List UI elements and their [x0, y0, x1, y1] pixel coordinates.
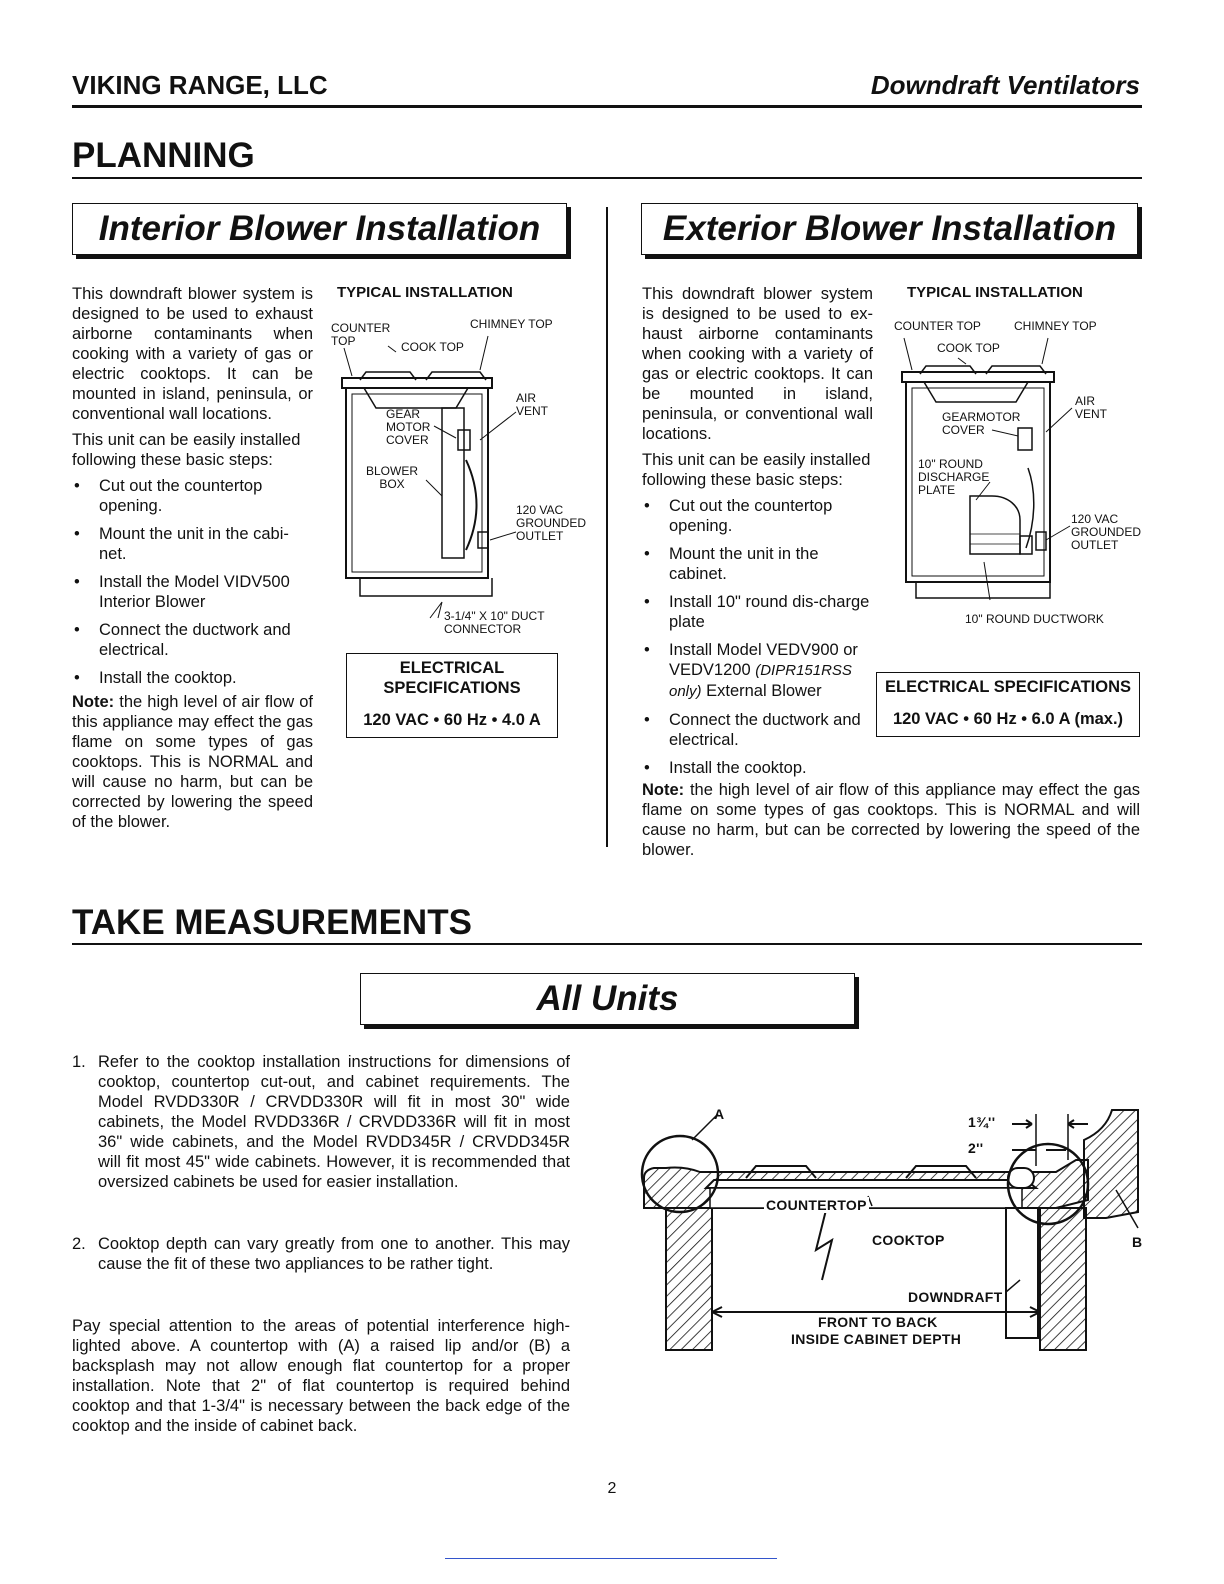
label-discharge-plate: 10" ROUND DISCHARGE PLATE — [918, 457, 990, 497]
list-item: • Install the cooktop. — [72, 668, 313, 688]
interior-note — [72, 692, 313, 832]
note-label: Note: — [642, 781, 685, 799]
label-outlet: 120 VAC GROUNDED OUTLET — [1071, 512, 1142, 552]
product-name: Downdraft Ventilators — [870, 70, 1140, 100]
header-rule — [72, 105, 1142, 108]
measurement-steps — [72, 1052, 570, 1274]
backsplash — [1084, 1110, 1138, 1218]
attention-text: Pay special attention to the areas of potential interference high-lighted above. A countertop with (A) a raised lip and/or (B) a backsplash may not allow enough flat countertop for a proper installation. Note that 2" of flat countertop is required behind cooktop and that 1-3/4" is necessary between the back edge of the cooktop and the inside of cabinet back. — [72, 1317, 570, 1435]
list-item: • Install the cooktop. — [642, 758, 873, 778]
downdraft-body — [1006, 1208, 1038, 1338]
list-item: • Connect the ductwork and electrical. — [642, 710, 873, 750]
discharge-elbow-shape — [970, 496, 1020, 554]
cooktop-shape — [706, 1180, 1036, 1188]
spec-value: 120 VAC • 60 Hz • 4.0 A — [363, 711, 541, 729]
list-item: • Mount the unit in the cabi-net. — [72, 524, 313, 564]
list-item: • Install the Model VIDV500 Interior Blower — [72, 572, 313, 612]
interior-title-box: Interior Blower Installation — [72, 203, 567, 255]
label-dim-2: 2'' — [968, 1140, 984, 1156]
label-air-vent: AIR VENT — [516, 391, 549, 418]
list-item: • Mount the unit in the cabinet. — [642, 544, 873, 584]
company-name: VIKING RANGE, LLC — [72, 70, 328, 100]
spec-value: 120 VAC • 60 Hz • 6.0 A (max.) — [892, 710, 1124, 728]
label-cooktop: COOKTOP — [872, 1232, 945, 1248]
interior-intro: This downdraft blower system is designed to be used to exhaust airborne contaminants when cooking with a variety of gas or electric cooktops. It can be mounted in island, peninsula, or conventional wall locations. — [72, 285, 313, 423]
list-item — [642, 640, 873, 702]
exterior-steps — [642, 496, 873, 778]
label-inside-cabinet-depth: INSIDE CABINET DEPTH — [791, 1331, 962, 1347]
planning-heading: PLANNING — [72, 136, 255, 175]
cabinet-back-wall — [1040, 1208, 1086, 1350]
measurements-list — [72, 1052, 570, 1442]
step-text: External Blower — [701, 682, 822, 700]
interior-steps-intro: This unit can be easily installed following these basic steps: — [72, 431, 301, 469]
planning-rule — [72, 177, 1142, 179]
label-dim-1-3-4: 1¾'' — [968, 1114, 996, 1130]
footer-link-line[interactable] — [445, 1558, 777, 1559]
label-ductwork: 10" ROUND DUCTWORK — [965, 612, 1104, 626]
spec-title: ELECTRICAL SPECIFICATIONS — [383, 659, 521, 697]
label-cook-top: COOK TOP — [401, 340, 464, 354]
exterior-diagram-title: TYPICAL INSTALLATION — [907, 284, 1083, 301]
cabinet-front-wall — [666, 1208, 712, 1350]
label-outlet: 120 VAC GROUNDED OUTLET — [516, 503, 587, 543]
measurements-rule — [72, 943, 1142, 945]
page-number: 2 — [607, 1480, 617, 1497]
label-gearmotor-cover: GEARMOTOR COVER — [942, 410, 1021, 437]
measurements-heading: TAKE MEASUREMENTS — [72, 903, 472, 942]
step-text: Install Model VEDV900 or VEDV1200 — [669, 641, 858, 679]
label-a: A — [714, 1106, 725, 1122]
column-divider — [606, 207, 608, 847]
label-cook-top: COOK TOP — [937, 341, 1000, 355]
item-text: Refer to the cooktop installation instructions for dimensions of cooktop, countertop cut-out, and cabinet requirements. The Model RVDD330R / CRVDD330R will fit in most 30" wide cabinets, the Model RVDD336R / CRVDD336R will fit in most 36" wide cabinets, and the Model RVDD345R / CRVDD345R will fit most 45" wide cabinets. However, it is recommended that oversized cabinets be used for easier installation. — [98, 1053, 570, 1191]
label-blower-box: BLOWER BOX — [366, 464, 419, 491]
list-item — [72, 1052, 570, 1192]
note-label: Note: — [72, 693, 115, 711]
countertop-shape — [902, 372, 1054, 382]
list-item: • Install 10" round dis-charge plate — [642, 592, 873, 632]
all-units-title-box: All Units — [360, 973, 855, 1025]
label-downdraft: DOWNDRAFT — [908, 1289, 1003, 1305]
label-chimney-top: CHIMNEY TOP — [470, 317, 553, 331]
countertop-shape — [342, 378, 492, 388]
exterior-text — [642, 284, 873, 786]
exterior-intro: This downdraft blower system is designed to be used to ex-haust airborne contaminants when cooking with a variety of gas or electric cooktops. It can be mounted in island, peninsula, or conventional wall locations. — [642, 285, 873, 443]
label-counter-top: COUNTER TOP — [894, 319, 981, 333]
label-duct-connector: 3-1/4" X 10" DUCT CONNECTOR — [444, 609, 545, 636]
list-item: • Cut out the countertop opening. — [642, 496, 873, 536]
item-number: 1. — [72, 1053, 86, 1071]
list-item: • Cut out the countertop opening. — [72, 476, 313, 516]
list-item — [72, 1234, 570, 1274]
note-text: the high level of air flow of this appliance may effect the gas flame on some types of gas cooktops. This is NORMAL and will cause no harm, but can be corrected by lowering the speed of the blower. — [72, 693, 313, 831]
exterior-spec-box — [876, 672, 1140, 737]
note-text: the high level of air flow of this appliance may effect the gas flame on some types of gas cooktops. This is NORMAL and will cause no harm, but can be corrected by lowering the speed of the blower. — [642, 781, 1140, 859]
downdraft-top — [1008, 1168, 1034, 1188]
exterior-note — [642, 780, 1140, 860]
exterior-steps-intro: This unit can be easily installed following these basic steps: — [642, 451, 871, 489]
interior-diagram-title: TYPICAL INSTALLATION — [337, 284, 513, 301]
list-item: • Connect the ductwork and electrical. — [72, 620, 313, 660]
label-counter-top: COUNTER TOP — [331, 321, 391, 348]
label-countertop: COUNTERTOP — [766, 1197, 867, 1213]
label-gear-motor-cover: GEAR MOTOR COVER — [386, 407, 431, 447]
label-air-vent: AIR VENT — [1075, 394, 1108, 421]
interior-spec-box — [346, 653, 558, 738]
interior-text — [72, 284, 313, 838]
exterior-title-box: Exterior Blower Installation — [641, 203, 1138, 255]
interior-steps — [72, 476, 313, 688]
label-b: B — [1132, 1234, 1143, 1250]
label-chimney-top: CHIMNEY TOP — [1014, 319, 1097, 333]
step-text-italic: (DIPR151RSS only) — [669, 662, 852, 700]
spec-title: ELECTRICAL SPECIFICATIONS — [885, 678, 1131, 696]
label-front-to-back: FRONT TO BACK — [818, 1314, 938, 1330]
item-text: Cooktop depth can vary greatly from one to another. This may cause the fit of these two appliances to be rather tight. — [98, 1235, 570, 1273]
item-number: 2. — [72, 1235, 86, 1253]
